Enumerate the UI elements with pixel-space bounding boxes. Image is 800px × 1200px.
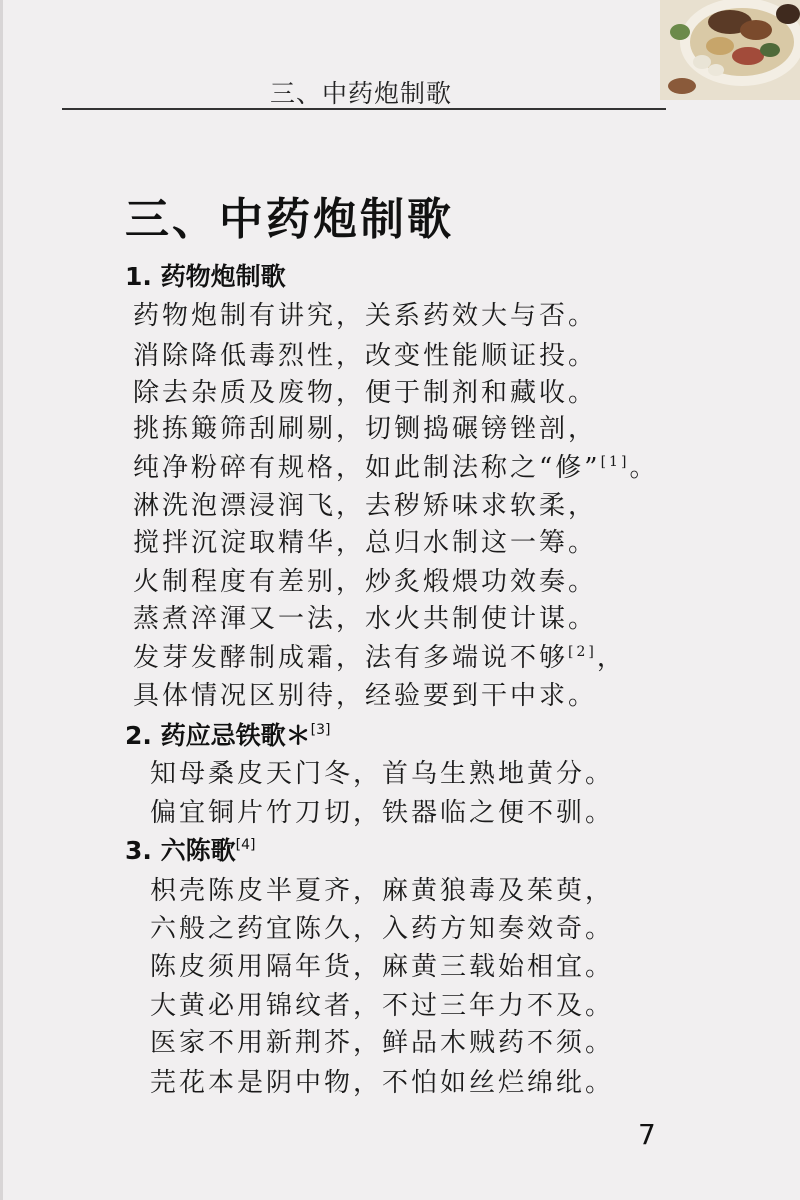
verse-text: 纯净粉碎有规格，如此制法称之“修” bbox=[133, 453, 601, 483]
footnote-ref: [4] bbox=[235, 837, 256, 853]
verse-punctuation: ， bbox=[596, 643, 626, 673]
header-photo-image bbox=[660, 0, 800, 100]
herbs-photo-icon bbox=[660, 0, 800, 100]
verse-line-with-footnote bbox=[133, 447, 658, 484]
section-title: 六陈歌 bbox=[160, 836, 236, 865]
footnote-ref: [3] bbox=[310, 722, 331, 738]
running-header-title: 三、中药炮制歌 bbox=[270, 79, 453, 108]
verse-line: 芫花本是阴中物，不怕如丝烂绵纰。 bbox=[150, 1068, 615, 1098]
verse-line: 具体情况区别待，经验要到干中求。 bbox=[133, 681, 598, 711]
verse-text: 发芽发酵制成霜，法有多端说不够 bbox=[133, 643, 569, 673]
verse-line-with-footnote bbox=[133, 637, 626, 674]
verse-line: 医家不用新荆芥，鲜品木贼药不须。 bbox=[150, 1028, 615, 1058]
verse-line: 知母桑皮天门冬，首乌生熟地黄分。 bbox=[150, 759, 615, 789]
verse-line: 枳壳陈皮半夏齐，麻黄狼毒及茱萸， bbox=[150, 876, 615, 906]
footnote-ref: [1] bbox=[600, 454, 630, 470]
section-number: 2. bbox=[125, 721, 152, 750]
verse-punctuation: 。 bbox=[629, 453, 659, 483]
verse-line: 陈皮须用隔年货，麻黄三载始相宜。 bbox=[150, 952, 615, 982]
section-number: 3. bbox=[125, 836, 152, 865]
verse-line: 蒸煮淬渾又一法，水火共制使计谋。 bbox=[133, 604, 598, 634]
verse-line: 偏宜铜片竹刀切，铁器临之便不驯。 bbox=[150, 798, 615, 828]
header-rule bbox=[62, 108, 666, 110]
verse-line: 消除降低毒烈性，改变性能顺证投。 bbox=[133, 341, 598, 371]
verse-line: 搅拌沉淀取精华，总归水制这一筹。 bbox=[133, 528, 598, 558]
section-heading-1 bbox=[125, 257, 286, 293]
section-heading-2 bbox=[125, 716, 331, 752]
verse-line: 六般之药宜陈久，入药方知奏效奇。 bbox=[150, 914, 615, 944]
section-title: 药应忌铁歌 bbox=[160, 721, 286, 750]
page-number: 7 bbox=[638, 1118, 656, 1151]
verse-line: 药物炮制有讲究，关系药效大与否。 bbox=[133, 301, 598, 331]
section-number: 1. bbox=[125, 262, 152, 291]
verse-line: 淋洗泡漂浸润飞，去秽矫味求软柔， bbox=[133, 491, 598, 521]
chapter-title: 三、中药炮制歌 bbox=[125, 194, 454, 245]
verse-line: 火制程度有差别，炒炙煅煨功效奏。 bbox=[133, 567, 598, 597]
footnote-ref: [2] bbox=[568, 644, 597, 660]
section-mark: ＊ bbox=[285, 721, 311, 750]
verse-line: 大黄必用锦纹者，不过三年力不及。 bbox=[150, 991, 615, 1021]
section-title: 药物炮制歌 bbox=[160, 262, 286, 291]
section-heading-3 bbox=[125, 831, 255, 867]
verse-line: 挑拣簸筛刮刷剔，切铡捣碾镑锉剖， bbox=[133, 414, 598, 444]
verse-line: 除去杂质及废物，便于制剂和藏收。 bbox=[133, 378, 598, 408]
